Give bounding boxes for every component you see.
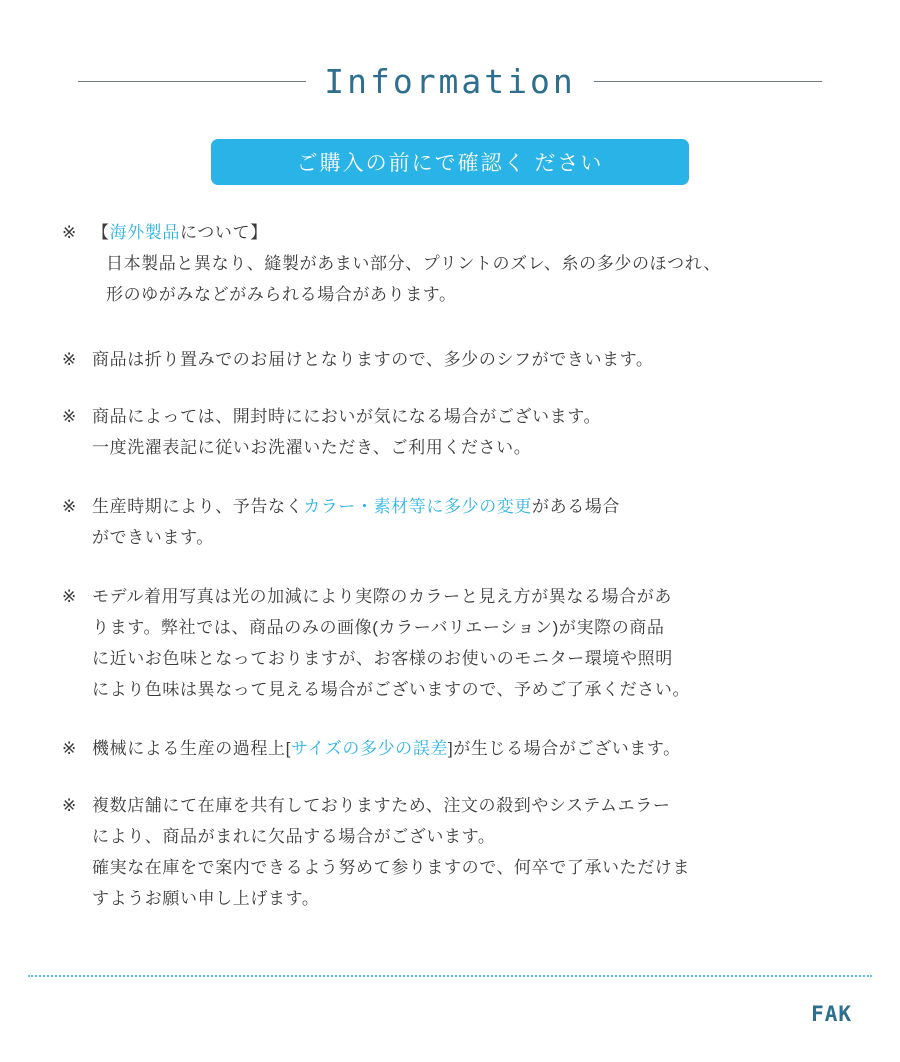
note-marker: ※ [62, 407, 77, 426]
note-highlight: サイズの多少の誤差 [290, 739, 448, 758]
note-marker: ※ [62, 587, 77, 606]
note-line: 生産時期により、予告なくカラー・素材等に多少の変更がある場合 [92, 497, 621, 516]
note-line: 【海外製品について】 [92, 223, 268, 242]
note-line: すようお願い申し上げます。 [92, 889, 320, 908]
header-rule-right [594, 81, 822, 82]
note-marker: ※ [62, 223, 77, 242]
note-line: 複数店舗にて在庫を共有しておりますため、注文の殺到やシステムエラー [92, 796, 671, 815]
note-line: により色味は異なって見える場合がございますので、予めご了承ください。 [92, 680, 691, 699]
page-header [0, 62, 900, 101]
note-item [62, 217, 838, 310]
notes-list [62, 217, 838, 914]
note-line: 商品は折り置みでのお届けとなりますので、多少のシフができいます。 [92, 350, 654, 369]
note-item [62, 401, 838, 463]
note-marker: ※ [62, 796, 77, 815]
note-item [62, 790, 838, 914]
footer-divider [28, 975, 872, 977]
note-marker: ※ [62, 739, 77, 758]
note-highlight: 海外製品 [109, 223, 181, 242]
note-body [92, 733, 838, 764]
page-title: Information [324, 62, 576, 101]
note-item [62, 344, 838, 375]
note-marker: ※ [62, 350, 77, 369]
note-line: 商品によっては、開封時ににおいが気になる場合がございます。 [92, 407, 602, 426]
note-line: モデル着用写真は光の加減により実際のカラーと見え方が異なる場合があ [92, 587, 672, 606]
note-body [92, 491, 838, 553]
brand-logo: FAK [811, 1002, 852, 1026]
note-body [92, 581, 838, 705]
note-line: ります。弊社では、商品のみの画像(カラーバリエーション)が実際の商品 [92, 618, 665, 637]
note-line: 一度洗濯表記に従いお洗濯いただき、ご利用ください。 [92, 438, 532, 457]
purchase-notice-banner: ご購入の前にで確認く ださい [211, 139, 689, 185]
header-rule-left [78, 81, 306, 82]
note-item [62, 491, 838, 553]
note-body [92, 344, 838, 375]
banner-container [0, 139, 900, 185]
note-line: 機械による生産の過程上[サイズの多少の誤差]が生じる場合がございます。 [92, 739, 681, 758]
note-line: 確実な在庫をで案内できるよう努めて参りますので、何卒で了承いただけま [92, 858, 691, 877]
note-line: により、商品がまれに欠品する場合がございます。 [92, 827, 496, 846]
note-line: 形のゆがみなどがみられる場合があります。 [106, 285, 457, 304]
note-item [62, 581, 838, 705]
note-line: 日本製品と異なり、縫製があまい部分、プリントのズレ、糸の多少のほつれ、 [106, 254, 721, 273]
note-marker: ※ [62, 497, 77, 516]
note-body [92, 217, 838, 310]
note-body [92, 790, 838, 914]
note-line: に近いお色味となっておりますが、お客様のお使いのモニター環境や照明 [92, 649, 673, 668]
note-highlight: カラー・素材等に多少の変更 [303, 497, 533, 516]
note-item [62, 733, 838, 764]
note-line: ができいます。 [92, 528, 214, 547]
note-body [92, 401, 838, 463]
